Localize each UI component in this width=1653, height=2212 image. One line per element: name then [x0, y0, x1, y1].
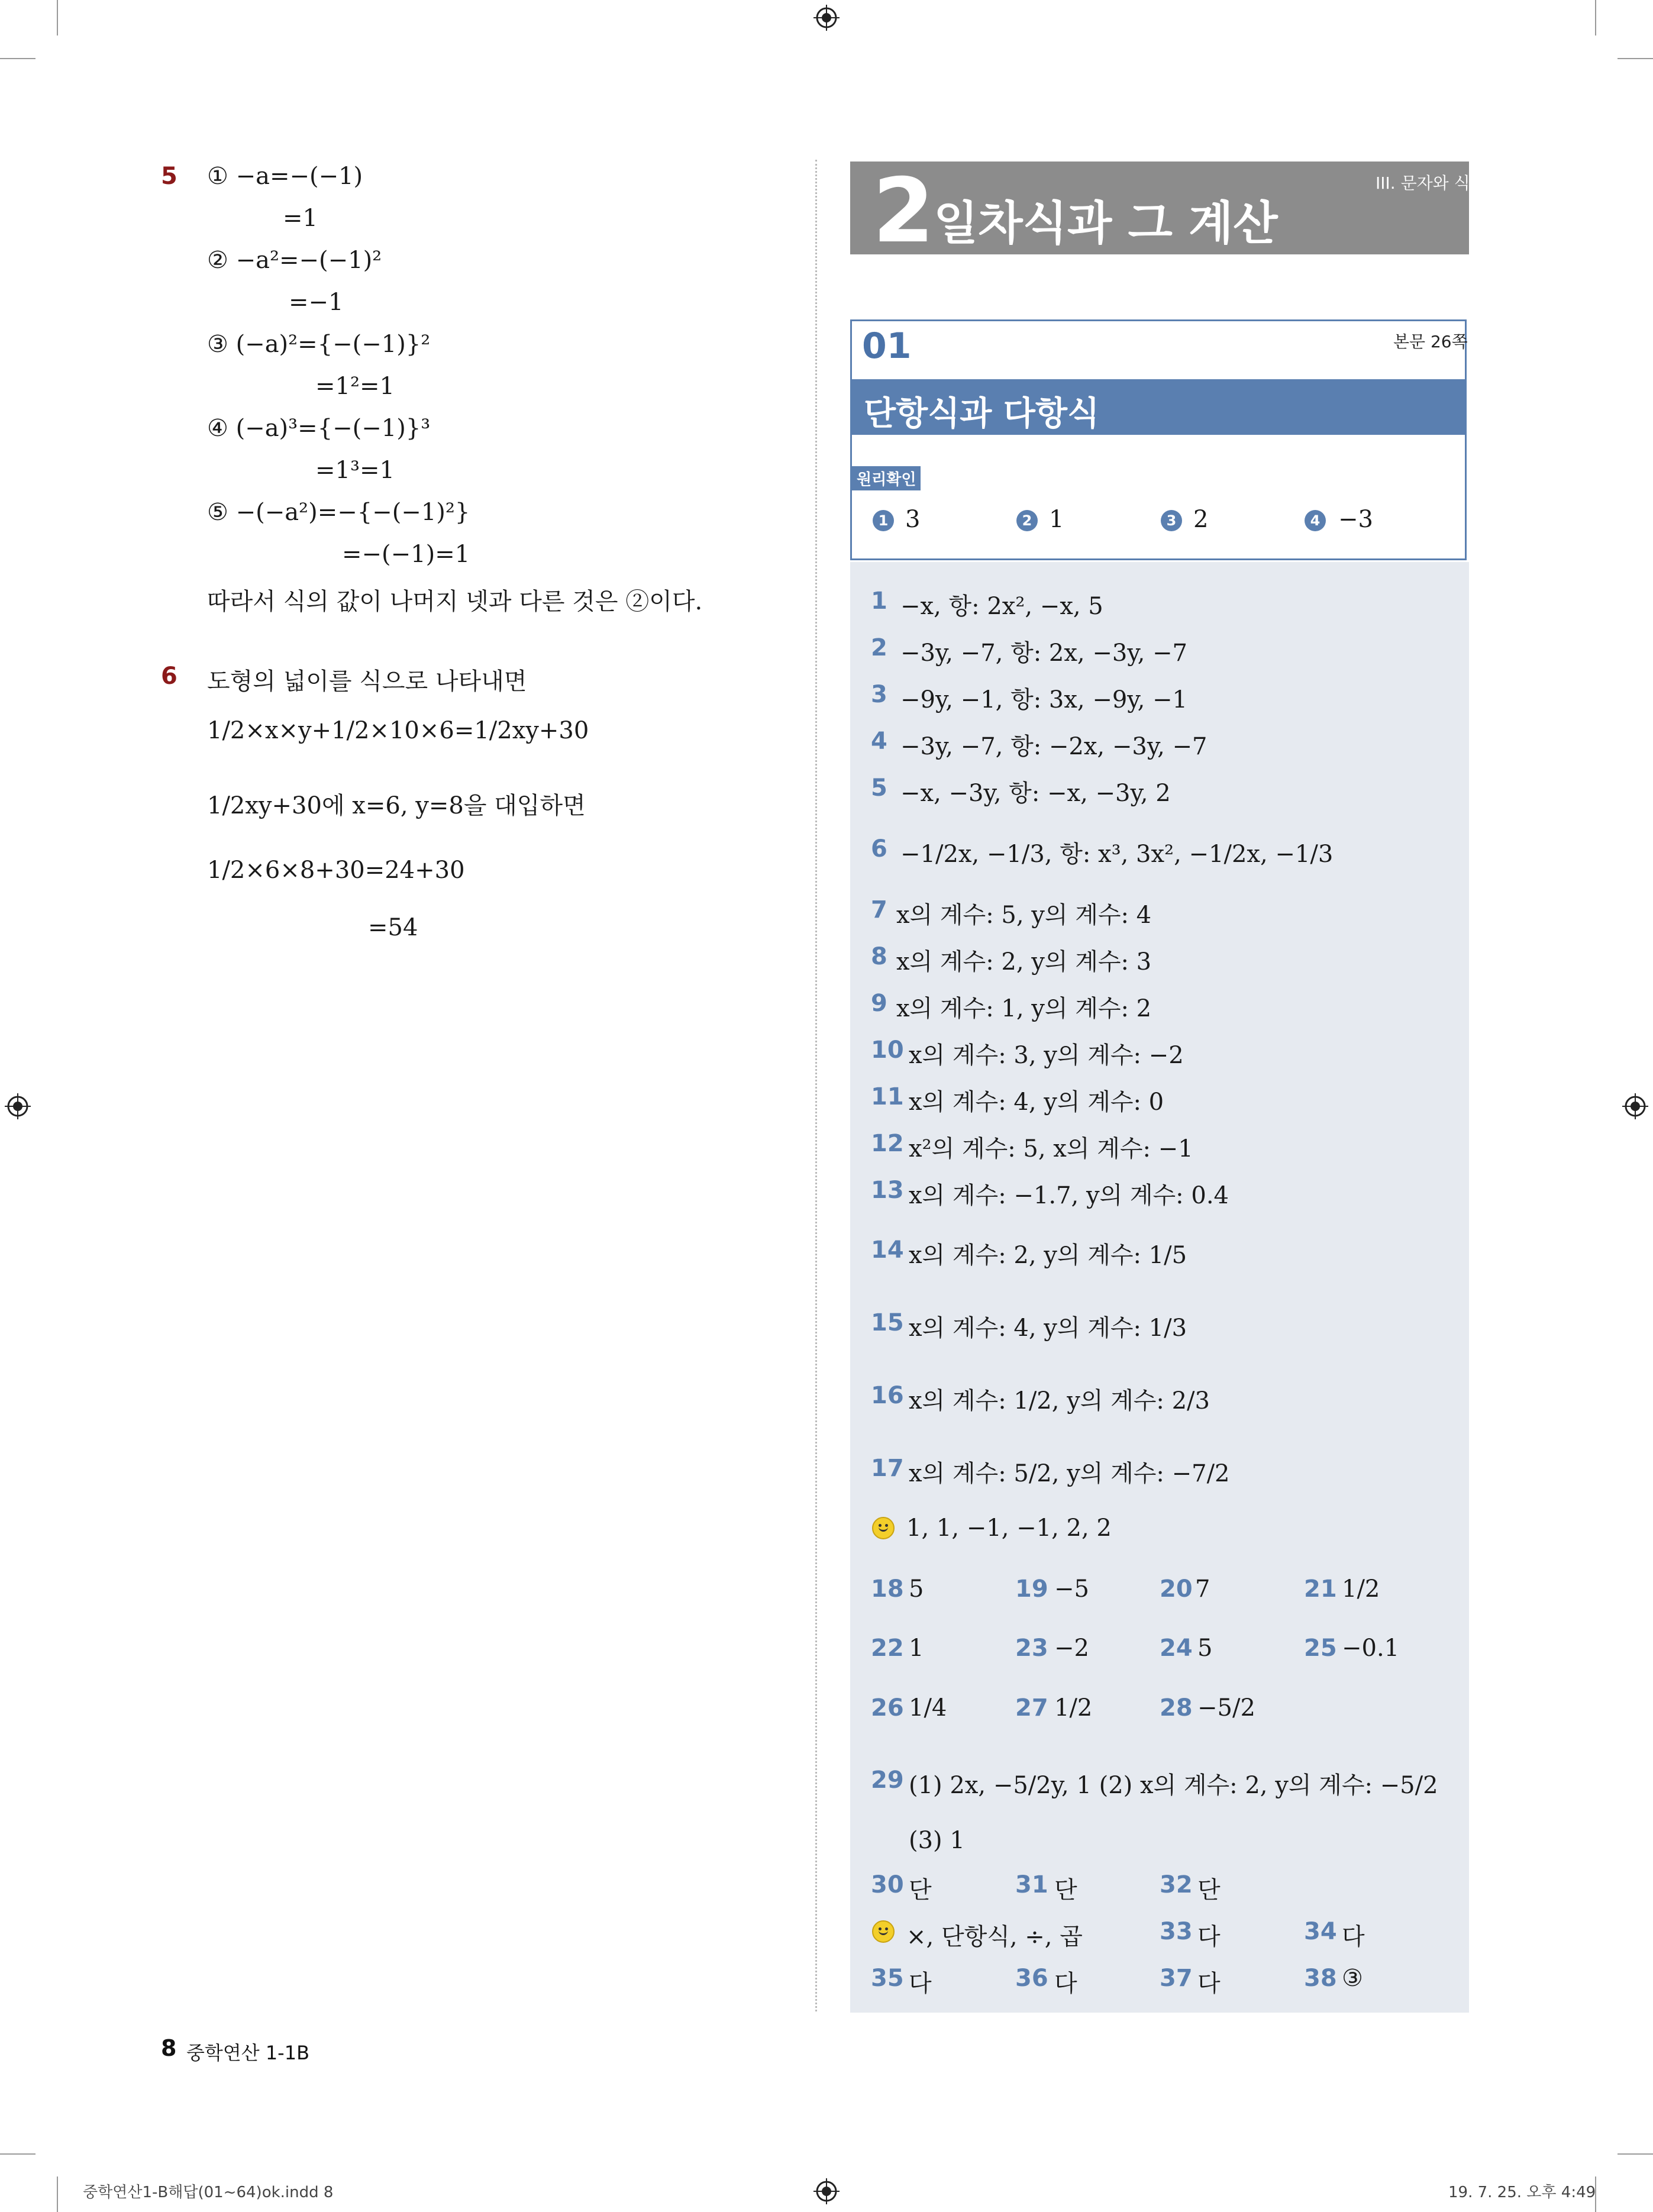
answer-text: 1/2: [1054, 1694, 1093, 1722]
answer-number: 6: [871, 835, 887, 863]
answer-number: 8: [871, 943, 887, 970]
check-number-icon: 3: [1161, 510, 1182, 531]
smiley-icon: [872, 1920, 895, 1943]
answer-number: 18: [871, 1575, 904, 1603]
check-number-icon: 2: [1016, 510, 1038, 531]
registration-mark-icon: [813, 5, 840, 31]
answer-text: 다: [1054, 1970, 1077, 1997]
answer-text: 단: [909, 1877, 932, 1904]
answer-number: 3: [871, 681, 887, 708]
answer-text: x의 계수: 3, y의 계수: −2: [909, 1042, 1184, 1069]
section-title: 단항식과 다항식: [864, 395, 1100, 433]
check-value: 1: [1049, 506, 1064, 533]
page-number: 8: [161, 2035, 177, 2061]
solution-line: =54: [368, 914, 418, 941]
solution-line: 1/2×6×8+30=24+30: [207, 857, 465, 884]
section-code: 01: [862, 325, 912, 367]
answer-text: 단: [1054, 1877, 1077, 1904]
answer-text: 1, 1, −1, −1, 2, 2: [906, 1515, 1112, 1542]
answer-text: x의 계수: 5/2, y의 계수: −7/2: [909, 1460, 1230, 1487]
answer-number: 19: [1015, 1575, 1048, 1603]
answer-text: 1/2: [1342, 1575, 1380, 1603]
solution-line: ② −a²=−(−1)²: [207, 247, 382, 274]
answer-text: −3y, −7, 항: −2x, −3y, −7: [900, 733, 1208, 760]
answer-number: 37: [1160, 1965, 1193, 1992]
answer-number: 24: [1160, 1635, 1193, 1662]
answer-text: 1/4: [909, 1694, 947, 1722]
answer-text: 다: [909, 1970, 932, 1997]
answer-text: x의 계수: 2, y의 계수: 1/5: [909, 1242, 1187, 1269]
answer-text: 단: [1197, 1877, 1221, 1904]
check-value: 3: [905, 506, 921, 533]
answer-number: 27: [1015, 1694, 1048, 1722]
answer-text: x의 계수: 1/2, y의 계수: 2/3: [909, 1387, 1210, 1415]
problem-number: 5: [161, 163, 177, 190]
solution-line: 도형의 넓이를 식으로 나타내면: [207, 668, 527, 695]
answer-number: 30: [871, 1871, 904, 1898]
solution-line: 1/2xy+30에 x=6, y=8을 대입하면: [207, 792, 586, 819]
registration-mark-icon: [5, 1093, 31, 1119]
answer-number: 28: [1160, 1694, 1193, 1722]
answer-number: 21: [1304, 1575, 1337, 1603]
chapter-tag: III. 문자와 식: [1376, 173, 1470, 193]
answer-number: 32: [1160, 1871, 1193, 1898]
book-title: 중학연산 1-1B: [186, 2042, 310, 2064]
answer-number: 10: [871, 1036, 904, 1064]
answer-text: −2: [1054, 1635, 1089, 1662]
answer-text: −0.1: [1342, 1635, 1400, 1662]
chapter-number: 2: [873, 160, 931, 263]
answer-number: 11: [871, 1083, 904, 1110]
answer-number: 36: [1015, 1965, 1048, 1992]
answer-number: 29: [871, 1767, 904, 1794]
solution-line: ③ (−a)²={−(−1)}²: [207, 331, 431, 358]
solution-conclusion: 따라서 식의 값이 나머지 넷과 다른 것은 ②이다.: [207, 588, 703, 615]
answer-number: 15: [871, 1309, 904, 1336]
column-divider: [815, 160, 817, 2011]
registration-mark-icon: [813, 2178, 840, 2204]
check-value: −3: [1338, 506, 1373, 533]
check-number-icon: 1: [873, 510, 894, 531]
crop-mark: [1618, 58, 1653, 59]
solution-line: ④ (−a)³={−(−1)}³: [207, 415, 431, 442]
answer-text: −3y, −7, 항: 2x, −3y, −7: [900, 640, 1187, 667]
crop-mark: [0, 2153, 35, 2155]
answer-text: x의 계수: 4, y의 계수: 0: [909, 1089, 1164, 1116]
answer-number: 26: [871, 1694, 904, 1722]
answer-text: ×, 단항식, ÷, 곱: [906, 1923, 1083, 1951]
crop-mark: [0, 58, 35, 59]
solution-line: 1/2×x×y+1/2×10×6=1/2xy+30: [207, 717, 589, 744]
solution-line: =−(−1)=1: [342, 541, 470, 568]
solution-line: =1²=1: [315, 373, 395, 400]
answer-number: 17: [871, 1455, 904, 1482]
crop-mark: [57, 2177, 58, 2212]
answer-number: 31: [1015, 1871, 1048, 1898]
answer-number: 20: [1160, 1575, 1193, 1603]
answer-text: x의 계수: 2, y의 계수: 3: [896, 948, 1152, 976]
answer-text: 5: [1197, 1635, 1213, 1662]
section-page-ref: 본문 26쪽: [1393, 332, 1468, 351]
answer-text: −5/2: [1197, 1694, 1255, 1722]
answer-number: 14: [871, 1236, 904, 1264]
answer-text: 7: [1195, 1575, 1210, 1603]
smiley-icon: [872, 1517, 895, 1539]
answer-text: −1/2x, −1/3, 항: x³, 3x², −1/2x, −1/3: [900, 841, 1334, 868]
principle-check-badge: 원리확인: [852, 466, 921, 490]
solution-line: =−1: [289, 289, 344, 316]
slug-filename: 중학연산1-B해답(01~64)ok.indd 8: [83, 2184, 334, 2201]
answer-number: 1: [871, 587, 887, 615]
solution-line: =1: [283, 205, 318, 232]
answer-text: −9y, −1, 항: 3x, −9y, −1: [900, 686, 1187, 713]
answer-text: −5: [1054, 1575, 1089, 1603]
registration-mark-icon: [1622, 1093, 1648, 1119]
crop-mark: [57, 0, 58, 35]
answer-text: 5: [909, 1575, 924, 1603]
answer-number: 38: [1304, 1965, 1337, 1992]
answer-number: 5: [871, 774, 887, 802]
answer-text: x의 계수: 1, y의 계수: 2: [896, 995, 1152, 1022]
answer-text: 다: [1197, 1923, 1221, 1951]
answer-text: x²의 계수: 5, x의 계수: −1: [909, 1135, 1193, 1162]
answer-number: 4: [871, 728, 887, 755]
solution-line: =1³=1: [315, 457, 395, 484]
answer-text: 다: [1342, 1923, 1365, 1951]
slug-date: 19. 7. 25. 오후 4:49: [1448, 2184, 1596, 2201]
answer-number: 23: [1015, 1635, 1048, 1662]
answer-number: 34: [1304, 1918, 1337, 1945]
check-number-icon: 4: [1305, 510, 1326, 531]
answer-number: 25: [1304, 1635, 1337, 1662]
answer-number: 35: [871, 1965, 904, 1992]
answer-text: x의 계수: 4, y의 계수: 1/3: [909, 1315, 1187, 1342]
answer-number: 22: [871, 1635, 904, 1662]
section-box: [850, 319, 1467, 560]
answer-text: (3) 1: [909, 1827, 965, 1854]
answer-text: x의 계수: 5, y의 계수: 4: [896, 902, 1152, 929]
answer-text: 다: [1197, 1970, 1221, 1997]
solution-line: ① −a=−(−1): [207, 163, 363, 190]
answer-number: 7: [871, 896, 887, 923]
chapter-title: 일차식과 그 계산: [934, 197, 1278, 250]
problem-number: 6: [161, 663, 177, 690]
crop-mark: [1618, 2153, 1653, 2155]
answer-text: x의 계수: −1.7, y의 계수: 0.4: [909, 1182, 1229, 1209]
answer-text: −x, −3y, 항: −x, −3y, 2: [900, 780, 1171, 807]
answer-text: 1: [909, 1635, 924, 1662]
answer-number: 13: [871, 1177, 904, 1204]
crop-mark: [1595, 0, 1596, 35]
check-value: 2: [1193, 506, 1209, 533]
answer-number: 2: [871, 634, 887, 661]
solution-line: ⑤ −(−a²)=−{−(−1)²}: [207, 499, 470, 526]
answer-number: 33: [1160, 1918, 1193, 1945]
answer-number: 12: [871, 1130, 904, 1157]
answer-text: ③: [1342, 1965, 1363, 1992]
answer-text: (1) 2x, −5/2y, 1 (2) x의 계수: 2, y의 계수: −5/2: [909, 1772, 1438, 1799]
answer-number: 16: [871, 1382, 904, 1409]
answer-number: 9: [871, 990, 887, 1017]
answer-text: −x, 항: 2x², −x, 5: [900, 593, 1103, 620]
